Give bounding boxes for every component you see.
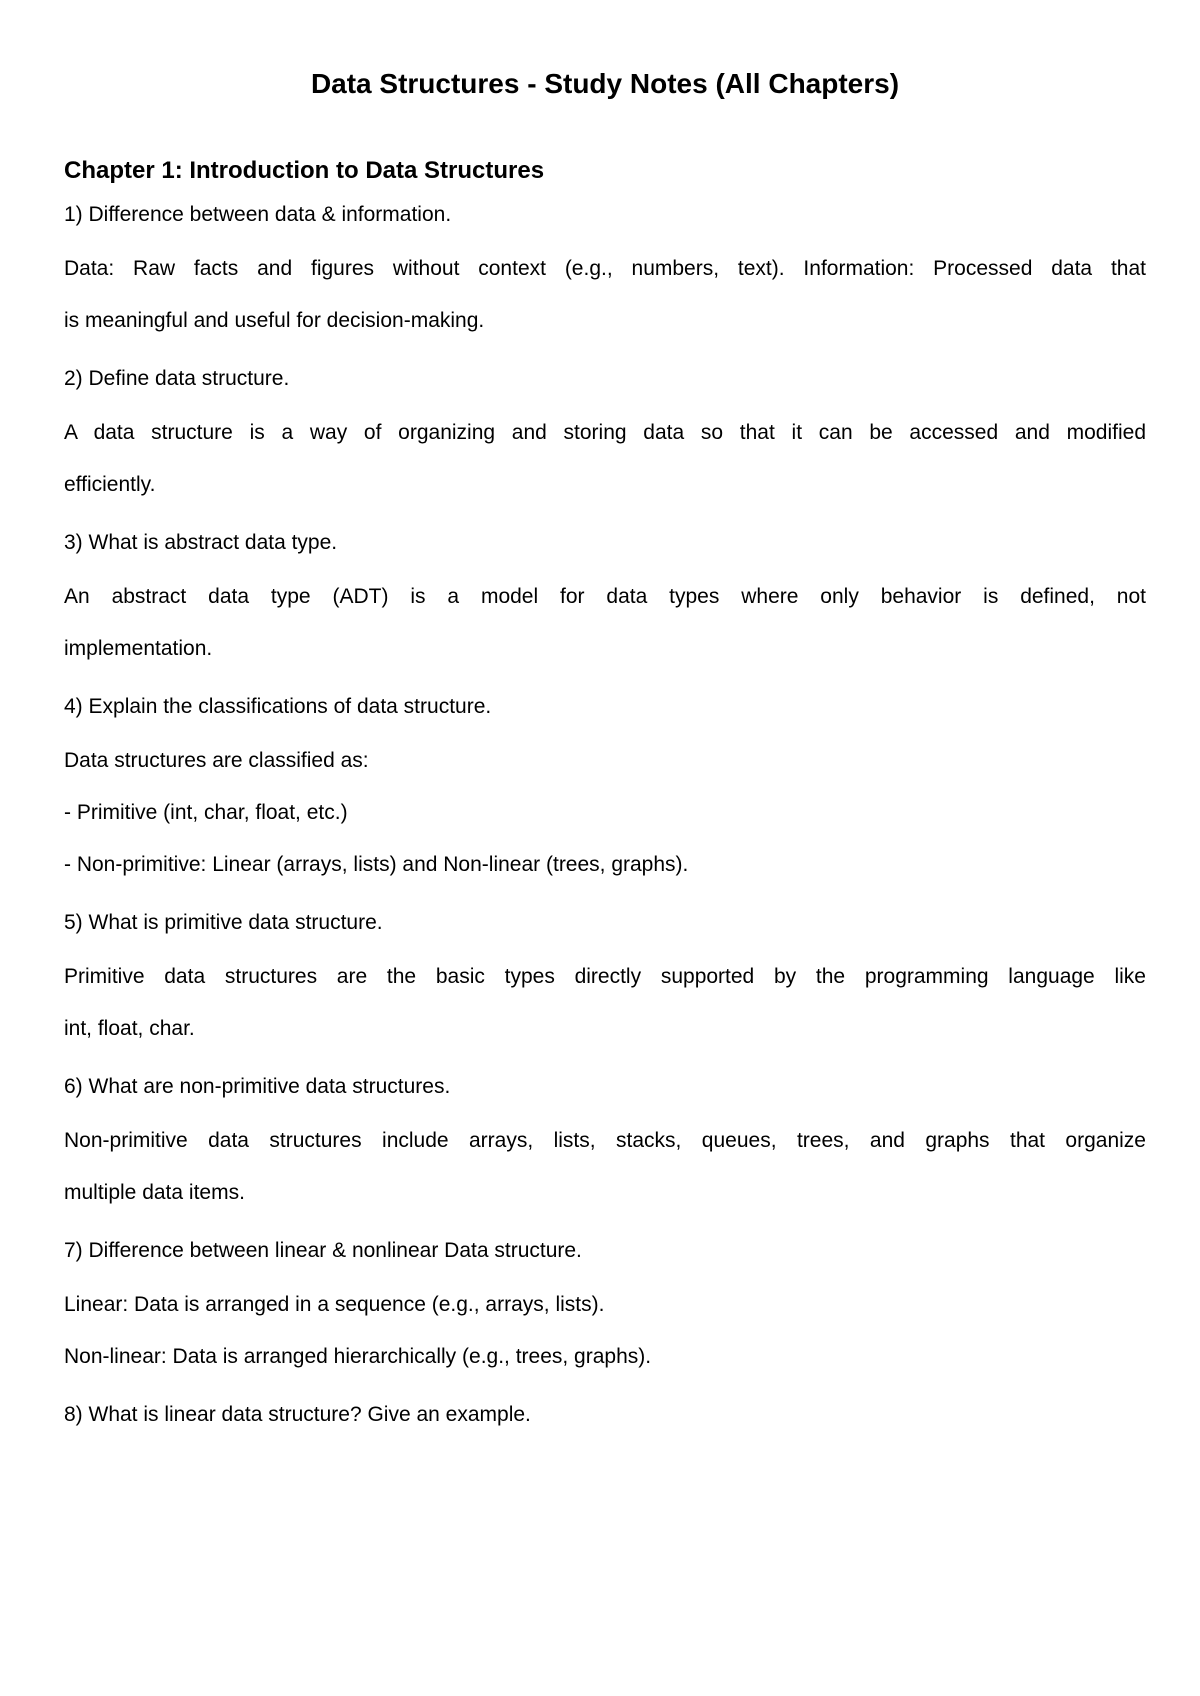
answer-5-line-2: int, float, char. (64, 1017, 195, 1040)
answer-3-line-1: An abstract data type (ADT) is a model for data types where only behavior is defined, not (64, 585, 1146, 608)
answer-1-line-2: is meaningful and useful for decision-making. (64, 309, 485, 332)
answer-4-line-3: - Non-primitive: Linear (arrays, lists) and Non-linear (trees, graphs). (64, 853, 689, 876)
question-2: 2) Define data structure. (64, 367, 290, 390)
question-4: 4) Explain the classifications of data structure. (64, 695, 492, 718)
question-1: 1) Difference between data & information. (64, 203, 452, 226)
answer-7-line-1: Linear: Data is arranged in a sequence (e.g., arrays, lists). (64, 1293, 605, 1316)
answer-2-line-1: A data structure is a way of organizing and storing data so that it can be accessed and modified (64, 421, 1146, 444)
answer-7-line-2: Non-linear: Data is arranged hierarchically (e.g., trees, graphs). (64, 1345, 652, 1368)
chapter-heading: Chapter 1: Introduction to Data Structures (64, 157, 545, 184)
answer-2-line-2: efficiently. (64, 473, 156, 496)
question-7: 7) Difference between linear & nonlinear Data structure. (64, 1239, 582, 1262)
answer-4-line-1: Data structures are classified as: (64, 749, 369, 772)
answer-3-line-2: implementation. (64, 637, 213, 660)
question-6: 6) What are non-primitive data structures. (64, 1075, 451, 1098)
answer-5-line-1: Primitive data structures are the basic types directly supported by the programming language like (64, 965, 1146, 988)
question-8: 8) What is linear data structure? Give an example. (64, 1403, 531, 1426)
answer-1-line-1: Data: Raw facts and figures without context (e.g., numbers, text). Information: Processed data that (64, 257, 1146, 280)
answer-4-line-2: - Primitive (int, char, float, etc.) (64, 801, 348, 824)
question-5: 5) What is primitive data structure. (64, 911, 383, 934)
document-title: Data Structures - Study Notes (All Chapters) (310, 68, 900, 99)
question-3: 3) What is abstract data type. (64, 531, 338, 554)
answer-6-line-2: multiple data items. (64, 1181, 245, 1204)
answer-6-line-1: Non-primitive data structures include arrays, lists, stacks, queues, trees, and graphs that organize (64, 1129, 1146, 1152)
